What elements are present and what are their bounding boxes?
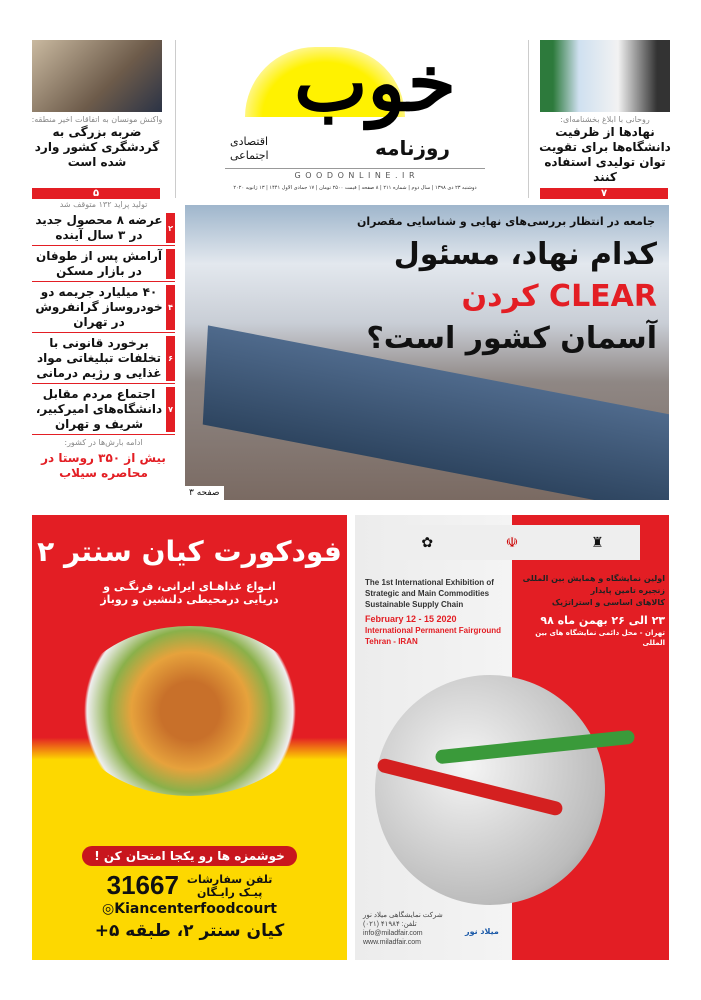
food-platter-image	[70, 626, 310, 796]
expo-fa-date: ۲۳ الی ۲۶ بهمن ماه ۹۸	[540, 614, 665, 627]
instagram-handle: Kiancenterfoodcourt	[114, 901, 277, 917]
food-ad-phone: 31667	[106, 870, 179, 900]
sponsor-logo-icon: ♜	[591, 534, 604, 551]
expo-fa-line-1: اولین نمایشگاه و همایش بین المللی	[522, 574, 665, 583]
iran-emblem-icon: ☫	[505, 534, 519, 551]
sidebar-story[interactable]	[32, 336, 175, 384]
expo-en-line-1: The 1st International Exhibition of	[365, 578, 494, 587]
story-headline: برخورد قانونی با تخلفات تبلیغاتی مواد غذایی و رژیم درمانی	[36, 336, 162, 380]
sidebar-story[interactable]	[32, 213, 175, 246]
logo-text: خوب	[294, 38, 456, 129]
story-headline: عرضه ۸ محصول جدید در ۳ سال آینده	[35, 213, 163, 242]
expo-en-venue-2: Tehran - IRAN	[365, 637, 418, 646]
dateline: دوشنبه ۲۳ دی ۱۳۹۸ | سال دوم | شماره ۲۱۱ | ۸ صفحه | قیمت ۲۵۰۰ تومان | ۱۷ جمادی الاول ۱۴۴۱ | ۱۳ ژانویه ۲۰۲۰	[233, 185, 477, 191]
food-ad[interactable]	[32, 515, 347, 960]
expo-fa-line-3: کالاهای اساسی و استراتژیک	[551, 598, 665, 607]
bottom-headline[interactable]: بیش از ۳۵۰ روستا در محاصره سیلاب	[41, 451, 166, 480]
top-right-story[interactable]	[536, 115, 674, 185]
lead-headline-3[interactable]: آسمان کشور است؟	[366, 321, 657, 356]
milad-nour-logo: میلاد نور	[465, 927, 499, 936]
expo-en-line-2: Strategic and Main Commodities	[365, 589, 490, 598]
lead-headline-2[interactable]: CLEAR کردن	[461, 279, 657, 314]
top-right-headline[interactable]: نهادها از ظرفیت دانشگاه‌ها برای تقویت توان تولیدی استفاده کنند	[539, 125, 671, 184]
company-email[interactable]: info@miladfair.com	[363, 930, 423, 937]
lead-headline-1[interactable]: کدام نهاد، مسئول	[393, 237, 657, 272]
story-page-marker	[166, 249, 175, 279]
food-ad-line-1: انـواع غذاهـای ایرانی، فرنگـی و	[103, 580, 276, 593]
food-ad-address: کیان سنتر ۲، طبقه ۵+	[94, 921, 285, 941]
top-left-story[interactable]	[28, 115, 166, 170]
company-web[interactable]: www.miladfair.com	[363, 939, 421, 946]
expo-en-line-3: Sustainable Supply Chain	[365, 600, 464, 609]
top-left-headline[interactable]: ضربه بزرگی به گردشگری کشور وارد شده است	[34, 125, 160, 169]
divider	[528, 40, 529, 198]
sponsor-logos-bar	[385, 525, 640, 560]
expo-en-venue-1: International Permanent Fairground	[365, 626, 502, 635]
instagram-icon: ◎	[102, 901, 115, 917]
subtitle-economic: اقتصادی	[230, 135, 269, 148]
top-right-page-number: ۷	[540, 188, 668, 199]
phone-label-2: پیـک رایـگان	[196, 885, 263, 899]
phone-label-1: تلفن سفارشات	[186, 872, 273, 886]
masthead	[185, 35, 525, 200]
expo-en-date: February 12 - 15 2020	[365, 614, 457, 624]
lead-photo[interactable]	[185, 205, 669, 500]
top-right-kicker: روحانی با ابلاغ بخشنامه‌ای:	[560, 115, 650, 124]
top-right-photo	[540, 40, 670, 112]
company-name: شرکت نمایشگاهی میلاد نور	[363, 912, 443, 919]
subtitle-social: اجتماعی	[230, 149, 269, 162]
sidebar	[32, 200, 175, 481]
expo-fa-venue: تهران - محل دائمی نمایشگاه های بین المللی	[535, 629, 665, 647]
expo-fa-line-2: زنجیره تامین پایدار	[590, 586, 665, 595]
food-ad-line-2: دریایی درمحیطی دلنشین و روباز	[100, 593, 279, 606]
lead-kicker: جامعه در انتظار بررسی‌های نهایی و شناسایی مقصران	[356, 215, 655, 228]
company-phone: تلفن: ۴۱۹۸۴ (۰۲۱)	[363, 921, 417, 928]
food-ad-slogan: خوشمزه ها رو یکجا امتحان کن !	[82, 846, 297, 866]
story-page-number: ۶	[166, 336, 175, 381]
story-headline: اجتماع مردم مقابل دانشگاه‌های امیرکبیر، شریف و تهران	[35, 387, 163, 431]
website[interactable]: G O O D O N L I N E . I R	[225, 168, 485, 181]
sponsor-logo-icon: ✿	[421, 534, 434, 551]
expo-ad[interactable]	[355, 515, 669, 960]
sidebar-story[interactable]	[32, 387, 175, 435]
story-page-number: ۷	[166, 387, 175, 432]
divider	[175, 40, 176, 198]
bottom-kicker: ادامه بارش‌ها در کشور:	[64, 438, 143, 447]
sidebar-story[interactable]	[32, 285, 175, 333]
top-left-kicker: واکنش مونسان به اتفاقات اخیر منطقه:	[31, 115, 163, 124]
story-headline: آرامش پس از طوفان در بازار مسکن	[36, 249, 162, 278]
food-ad-title: فودکورت کیان سنتر ۲	[37, 535, 342, 568]
story-headline: ۴۰ میلیارد جریمه دو خودروساز گرانفروش در تهران	[35, 285, 163, 329]
sidebar-story[interactable]	[32, 249, 175, 282]
story-page-number: ۲	[166, 213, 175, 243]
top-left-page-number: ۵	[32, 188, 160, 199]
newspaper-label: روزنامه	[375, 136, 450, 160]
story-page-number: ۴	[166, 285, 175, 330]
story-kicker: تولید پراید ۱۳۲ متوقف شد	[59, 200, 148, 209]
top-left-photo	[32, 40, 162, 112]
page-ref[interactable]: صفحه ۳	[185, 486, 224, 500]
